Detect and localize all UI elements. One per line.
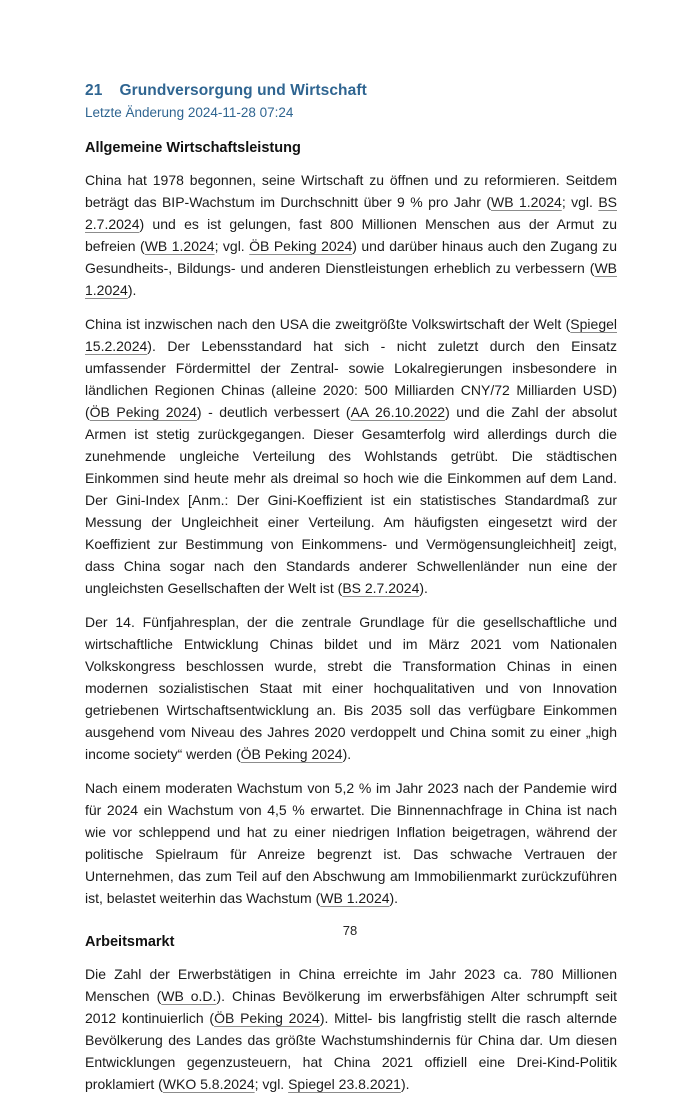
citation-link[interactable]: ÖB Peking 2024: [249, 238, 353, 254]
citation-link[interactable]: WKO 5.8.2024: [162, 1076, 255, 1092]
page-number: 78: [342, 923, 358, 938]
section-heading: Arbeitsmarkt: [85, 934, 175, 950]
citation-link[interactable]: Spiegel 15.2.2024: [85, 316, 617, 354]
content-section: [85, 139, 617, 909]
last-changed-date: Letzte Änderung 2024-11-28 07:24: [85, 105, 294, 120]
page-footer: [0, 923, 700, 938]
document-body: [85, 139, 617, 1095]
chapter-title: [85, 81, 617, 101]
citation-link[interactable]: AA 26.10.2022: [350, 404, 446, 420]
citation-link[interactable]: WB o.D.: [161, 988, 217, 1004]
citation-link[interactable]: WB 1.2024: [144, 238, 215, 254]
paragraph: Die Zahl der Erwerbstätigen in China erreichte im Jahr 2023 ca. 780 Millionen Menschen (WB o.D.). Chinas Bevölkerung im erwerbsfähigen Alter schrumpft seit 2012 kontinuierlich (ÖB Peking 2024). Mittel- bis langfristig stellt die rasch alternde Bevölkerung des Landes das größte Wachstumshindernis für China dar. Um diesen Entwicklungen gegenzusteuern, hat China 2021 offiziell eine Drei-Kind-Politik proklamiert (WKO 5.8.2024; vgl. Spiegel 23.8.2021).: [85, 966, 618, 1092]
chapter-number: 21: [85, 82, 103, 99]
section-heading: Allgemeine Wirtschaftsleistung: [85, 140, 301, 156]
citation-link[interactable]: ÖB Peking 2024: [89, 404, 197, 420]
paragraph: Der 14. Fünfjahresplan, der die zentrale Grundlage für die gesellschaftliche und wirtschaftliche Entwicklung Chinas bildet und im März 2021 vom Nationalen Volkskongress beschlossen wurde, strebt die Transformation Chinas in einen modernen sozialistischen Staat mit einer hochqualitativen und von Innovation getriebenen Wirtschaftsentwicklung an. Bis 2035 soll das verfügbare Einkommen ausgehend vom Niveau des Jahres 2020 verdoppelt und China somit zu einer „high income society“ werden (ÖB Peking 2024).: [85, 614, 617, 762]
content-section: [85, 933, 617, 1095]
citation-link[interactable]: WB 1.2024: [85, 260, 617, 298]
chapter-header: [85, 81, 617, 122]
citation-link[interactable]: WB 1.2024: [491, 194, 562, 210]
chapter-name: Grundversorgung und Wirtschaft: [119, 82, 367, 99]
paragraph: China hat 1978 begonnen, seine Wirtschaft zu öffnen und zu reformieren. Seitdem beträgt das BIP-Wachstum im Durchschnitt über 9 % pro Jahr (WB 1.2024; vgl. BS 2.7.2024) und es ist gelungen, fast 800 Millionen Menschen aus der Armut zu befreien (WB 1.2024; vgl. ÖB Peking 2024) und darüber hinaus auch den Zugang zu Gesundheits-, Bildungs- und anderen Dienstleistungen erheblich zu verbessern (WB 1.2024).: [85, 172, 617, 298]
citation-link[interactable]: BS 2.7.2024: [342, 580, 420, 596]
citation-link[interactable]: ÖB Peking 2024: [214, 1010, 320, 1026]
citation-link[interactable]: WB 1.2024: [320, 890, 390, 906]
paragraph: China ist inzwischen nach den USA die zweitgrößte Volkswirtschaft der Welt (Spiegel 15.2.2024). Der Lebensstandard hat sich - nicht zuletzt durch den Einsatz umfassender Fördermittel der Zentral- sowie Lokalregierungen insbesondere in ländlichen Regionen Chinas (alleine 2020: 500 Milliarden CNY/72 Milliarden USD) (ÖB Peking 2024) - deutlich verbessert (AA 26.10.2022) und die Zahl der absolut Armen ist stetig zurückgegangen. Dieser Gesamterfolg wird allerdings durch die zunehmende ungleiche Verteilung des Wohlstands getrübt. Die städtischen Einkommen sind heute mehr als dreimal so hoch wie die Einkommen auf dem Land. Der Gini-Index [Anm.: Der Gini-Koeffizient ist ein statistisches Standardmaß zur Messung der Ungleichheit einer Verteilung. Am häufigsten eingesetzt wird der Koeffizient zur Bestimmung von Einkommens- und Vermögensungleichheit] zeigt, dass China sogar nach den Standards anderer Schwellenländer nun eine der ungleichsten Gesellschaften der Welt ist (BS 2.7.2024).: [85, 316, 617, 596]
paragraph: Nach einem moderaten Wachstum von 5,2 % im Jahr 2023 nach der Pandemie wird für 2024 ein Wachstum von 4,5 % erwartet. Die Binnennachfrage in China ist nach wie vor schleppend und hat zu einer niedrigen Inflation beigetragen, während der politische Spielraum für Anreize begrenzt ist. Das schwache Vertrauen der Unternehmen, das zum Teil auf den Abschwung am Immobilienmarkt zurückzuführen ist, belastet weiterhin das Wachstum (WB 1.2024).: [85, 780, 617, 906]
citation-link[interactable]: BS 2.7.2024: [85, 194, 617, 232]
citation-link[interactable]: ÖB Peking 2024: [240, 746, 343, 762]
citation-link[interactable]: Spiegel 23.8.2021: [288, 1076, 401, 1092]
